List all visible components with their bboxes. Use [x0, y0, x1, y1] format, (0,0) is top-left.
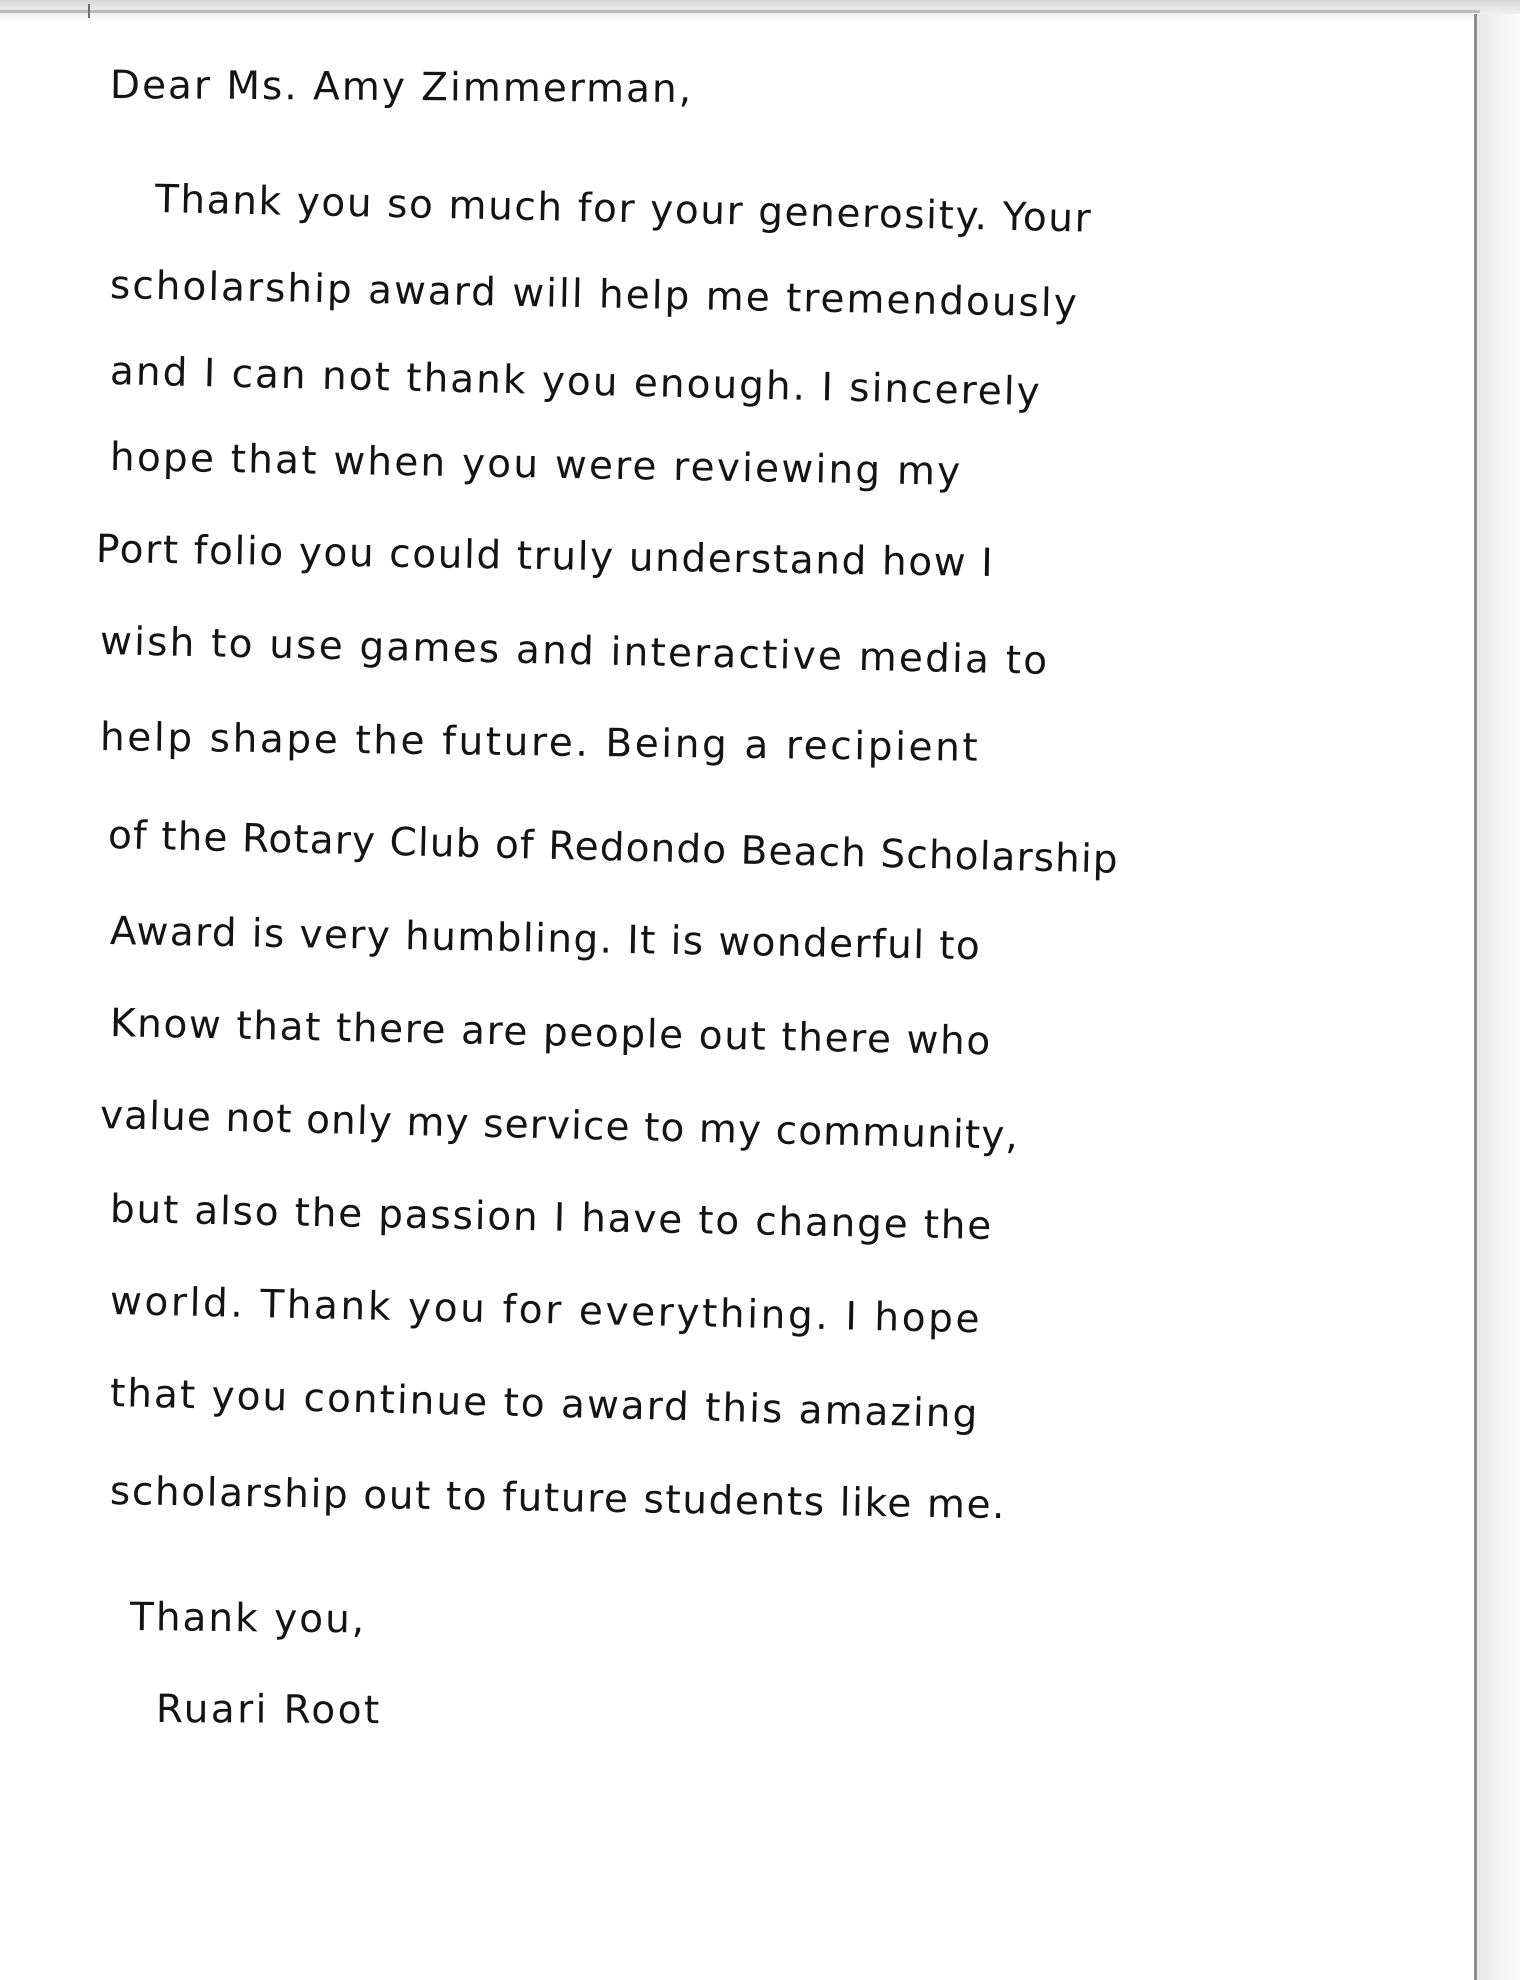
letter-line: that you continue to award this amazing	[109, 1371, 980, 1438]
letter-line: but also the passion I have to change the	[109, 1187, 994, 1249]
letter-line: scholarship out to future students like me.	[109, 1469, 1007, 1529]
letter-signature: Ruari Root	[155, 1687, 382, 1734]
letter-line: hope that when you were reviewing my	[109, 435, 963, 495]
letter-line: and I can not thank you enough. I sincerely	[109, 349, 1043, 416]
letter-line: help shape the future. Being a recipient	[99, 715, 981, 771]
letter-line: wish to use games and interactive media to	[99, 619, 1050, 684]
letter-line: Port folio you could truly understand how I	[95, 527, 995, 587]
letter-line: of the Rotary Club of Redondo Beach Scholarship	[107, 813, 1120, 883]
letter-closing: Thank you,	[129, 1595, 367, 1643]
letter-line: value not only my service to my community,	[99, 1093, 1020, 1159]
letter-salutation: Dear Ms. Amy Zimmerman,	[109, 63, 694, 113]
letter-line: scholarship award will help me tremendously	[109, 263, 1080, 327]
letter-line: Thank you so much for your generosity. Your	[154, 177, 1093, 242]
scan-right-shade	[1477, 14, 1520, 1980]
letter-line: Award is very humbling. It is wonderful to	[109, 909, 982, 970]
letter-line: world. Thank you for everything. I hope	[109, 1279, 983, 1343]
letter-line: Know that there are people out there who	[109, 1001, 993, 1065]
